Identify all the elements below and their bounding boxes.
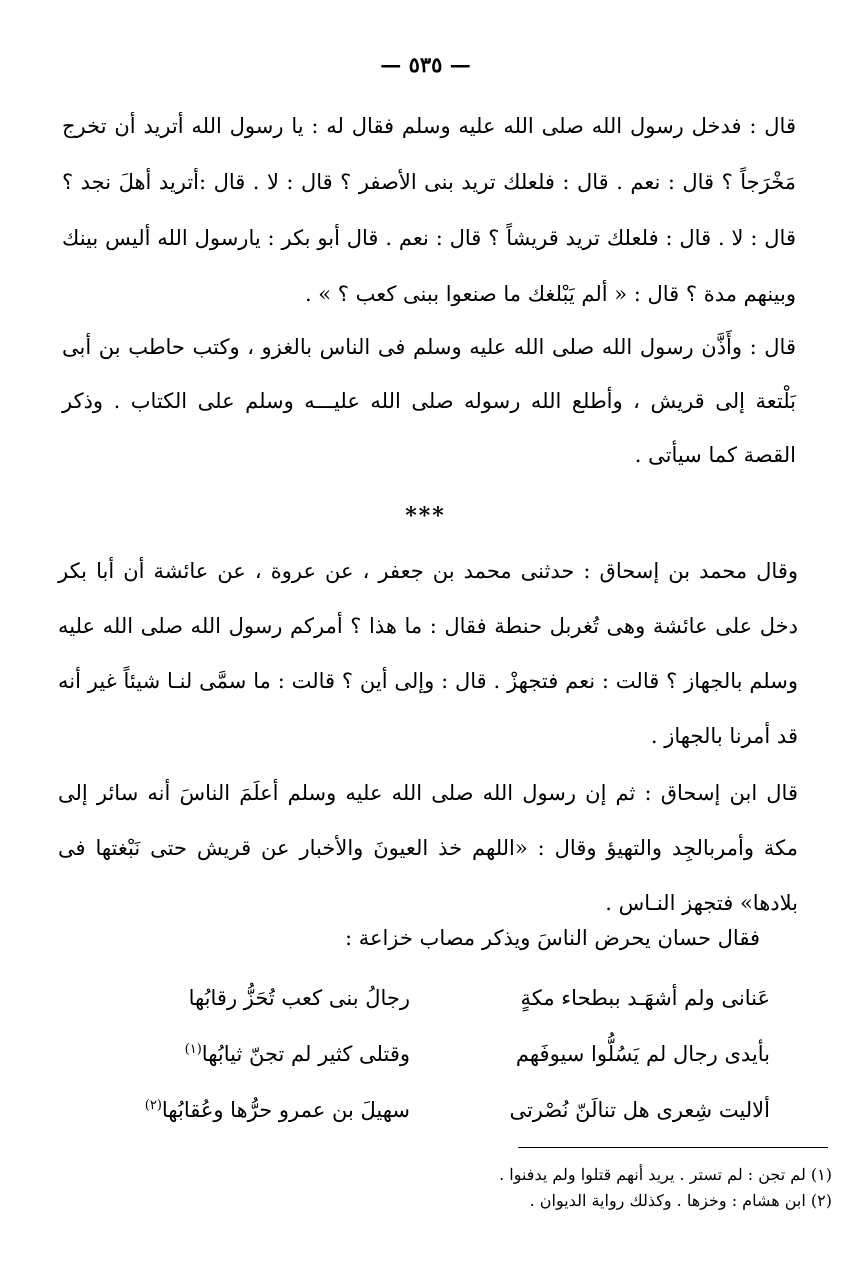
poem-verse [120,1026,770,1082]
footnote-divider [518,1147,828,1148]
verse-first-hemistich: بأيدى رجال لم يَسُلُّوا سيوفَهم [515,1042,770,1066]
verse-second-text: سهيلَ بن عمرو حرُّها وعُقابُها [161,1098,410,1122]
paragraph-call-to-raid: قال : وأَذَّن رسول الله صلى الله عليه وسلم فى الناس بالغزو ، وكتب حاطب بن أبى بَلْتعة إلى قريش ، وأطلع الله رسوله صلى الله عليـــه وسلم على الكتاب . وذكر القصة كما سيأتى . [62,335,796,467]
footnotes [420,1162,832,1214]
section-separator: *** [405,503,446,529]
footnote-marker: (٢) [144,1098,162,1113]
page-number: — ٥٣٥ — [380,52,471,77]
paragraph-aisha-narration: وقال محمد بن إسحاق : حدثنى محمد بن جعفر ، عن عروة ، عن عائشة أن أبا بكر دخل على عائشة وهى تُغربل حنطة فقال : ما هذا ؟ أمركم رسول الله صلى الله عليه وسلم بالجهاز ؟ قالت : نعم فتجهزْ . قال : وإلى أين ؟ قالت : ما سمَّى لنـا شيئاً غير أنه قد أمرنا بالجهاز . [58,559,798,748]
paragraph-dialogue: قال : فدخل رسول الله صلى الله عليه وسلم فقال له : يا رسول الله أتريد أن تخرج مَخْرَجاً ؟ قال : نعم . قال : فلعلك تريد بنى الأصفر ؟ قال : لا . قال :أتريد أهلَ نجد ؟ قال : لا . قال : فلعلك تريد قريشاً ؟ قال : نعم . قال أبو بكر : يارسول الله أليس بينك وبينهم مدة ؟ قال : « ألم يَبْلغك ما صنعوا ببنى كعب ؟ » . [62,114,796,306]
footnote-2: (٢) ابن هشام : وخزها . وكذلك رواية الديوان . [529,1191,832,1210]
poem [120,970,770,1138]
poem-verse [120,1082,770,1138]
verse-second-hemistich [120,1042,440,1066]
poem-intro: فقال حسان يحرض الناسَ ويذكر مصاب خزاعة : [344,926,760,950]
footnote-1: (١) لم تجن : لم تستر . يريد أنهم قتلوا ولم يدفنوا . [499,1165,832,1184]
verse-first-hemistich: ألاليت شِعرى هل تنالَنّ نُصْرتى [509,1098,770,1122]
paragraph-ibn-ishaq: قال ابن إسحاق : ثم إن رسول الله صلى الله عليه وسلم أعلَمَ الناسَ أنه سائر إلى مكة وأمربالجِد والتهيؤ وقال : «اللهم خذ العيونَ والأخبار عن قريش حتى نَبْغتها فى بلادها» فتجهز النـاس . [58,781,798,915]
verse-second-hemistich [120,1098,440,1122]
verse-second-text: وقتلى كثير لم تجنّ ثيابُها [201,1042,410,1066]
verse-second-text: رجالُ بنى كعب تُحَزُّ رقابُها [188,986,410,1010]
verse-second-hemistich [120,986,440,1010]
verse-first-hemistich: عَنانى ولم أشهَـد ببطحاء مكةٍ [520,986,770,1010]
poem-verse [120,970,770,1026]
footnote-marker: (١) [184,1042,202,1057]
